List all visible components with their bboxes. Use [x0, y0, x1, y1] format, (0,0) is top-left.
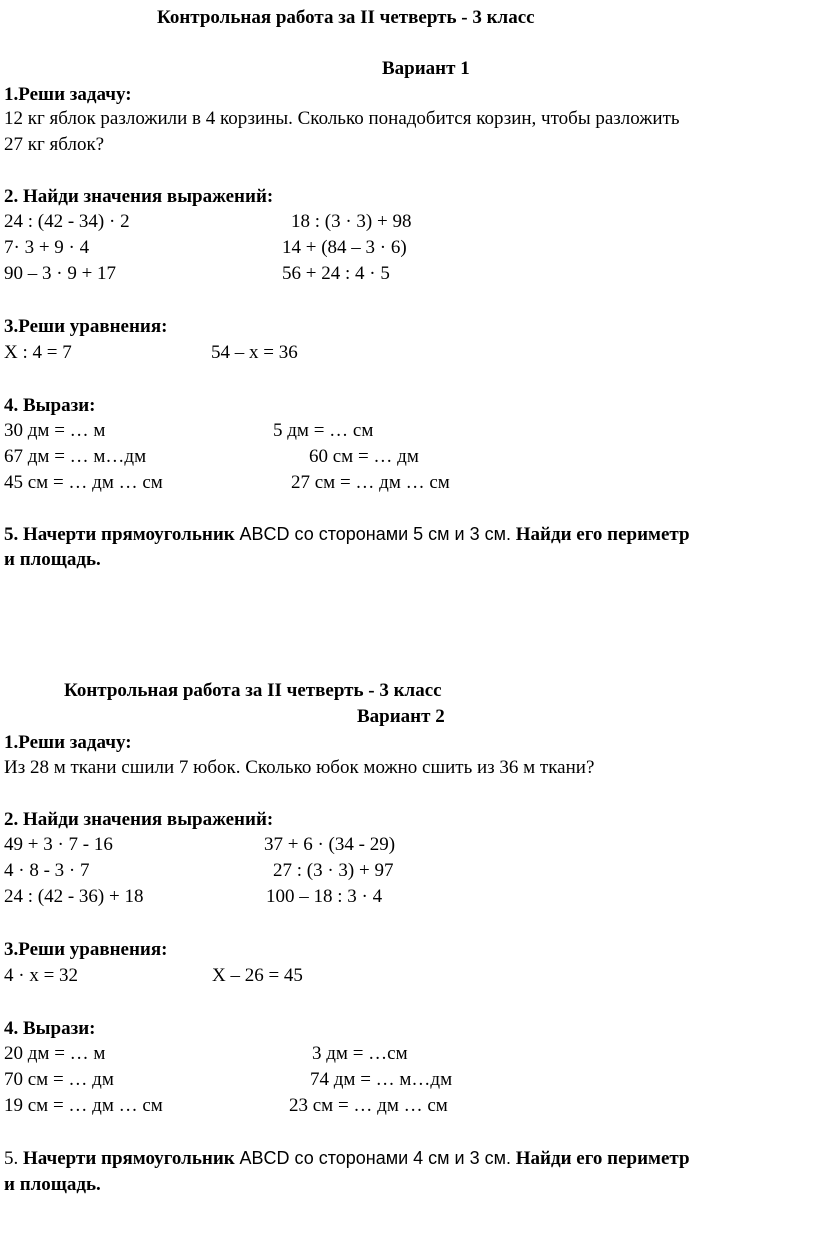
v2-task5-bold: Начерти прямоугольник	[23, 1148, 235, 1169]
v2-conversion: 3 дм = …см	[312, 1043, 408, 1064]
v2-task5-text	[4, 1149, 690, 1168]
v2-conversion: 74 дм = … м…дм	[310, 1069, 453, 1090]
v2-task2-heading: 2. Найди значения выражений:	[4, 809, 274, 830]
v1-expr: 14 + (84 – 3 · 6)	[282, 237, 407, 258]
v1-task5-text-cont: и площадь.	[4, 549, 101, 570]
v1-expr: 90 – 3 · 9 + 17	[4, 263, 117, 284]
v2-task5-rect: ABCD со сторонами 4 см и 3 см.	[239, 1148, 511, 1168]
v2-expr: 4 · 8 - 3 · 7	[4, 860, 90, 881]
v2-conversion: 23 см = … дм … см	[289, 1095, 448, 1116]
v1-task5-text	[4, 525, 690, 544]
v1-expr: 7· 3 + 9 · 4	[4, 237, 90, 258]
v2-expr: 24 : (42 - 36) + 18	[4, 886, 144, 907]
v1-conversion: 60 см = … дм	[309, 446, 419, 467]
v1-task4-heading: 4. Вырази:	[4, 395, 96, 416]
v2-title: Контрольная работа за II четверть - 3 класс	[64, 680, 442, 701]
v1-equation: X : 4 = 7	[4, 342, 72, 363]
v2-task4-heading: 4. Вырази:	[4, 1018, 96, 1039]
v1-task5-bold: Найди его периметр	[515, 524, 690, 545]
v1-task1-text: 12 кг яблок разложили в 4 корзины. Сколько понадобится корзин, чтобы разложить	[4, 108, 680, 129]
v2-expr: 49 + 3 · 7 - 16	[4, 834, 113, 855]
v2-expr: 27 : (3 · 3) + 97	[273, 860, 394, 881]
v1-task3-heading: 3.Реши уравнения:	[4, 316, 168, 337]
v1-expr: 18 : (3 · 3) + 98	[291, 211, 412, 232]
v2-conversion: 70 см = … дм	[4, 1069, 114, 1090]
v1-task5-rect: ABCD со сторонами 5 см и 3 см.	[239, 524, 511, 544]
v2-task1-heading: 1.Реши задачу:	[4, 732, 132, 753]
v1-task1-text-cont: 27 кг яблок?	[4, 134, 105, 155]
v1-task5-bold: Начерти прямоугольник	[23, 524, 235, 545]
v1-conversion: 30 дм = … м	[4, 420, 106, 441]
v1-variant: Вариант 1	[382, 58, 470, 79]
v2-equation: X – 26 = 45	[212, 965, 303, 986]
v1-expr: 56 + 24 : 4 · 5	[282, 263, 390, 284]
v1-equation: 54 – x = 36	[211, 342, 298, 363]
v2-variant: Вариант 2	[357, 706, 445, 727]
v1-conversion: 45 см = … дм … см	[4, 472, 163, 493]
v2-expr: 100 – 18 : 3 · 4	[266, 886, 383, 907]
v1-conversion: 27 см = … дм … см	[291, 472, 450, 493]
v2-conversion: 20 дм = … м	[4, 1043, 106, 1064]
v2-task5-bold: Найди его периметр	[515, 1148, 690, 1169]
v2-task1-text: Из 28 м ткани сшили 7 юбок. Сколько юбок можно сшить из 36 м ткани?	[4, 757, 595, 778]
v2-task5-num: 5.	[4, 1148, 23, 1169]
v1-conversion: 5 дм = … см	[273, 420, 374, 441]
v2-equation: 4 · x = 32	[4, 965, 79, 986]
v1-task2-heading: 2. Найди значения выражений:	[4, 186, 274, 207]
v1-task5-num: 5.	[4, 524, 23, 545]
v2-conversion: 19 см = … дм … см	[4, 1095, 163, 1116]
v1-task1-heading: 1.Реши задачу:	[4, 84, 132, 105]
v2-task5-text-cont: и площадь.	[4, 1174, 101, 1195]
v2-expr: 37 + 6 · (34 - 29)	[264, 834, 396, 855]
v1-title: Контрольная работа за II четверть - 3 класс	[157, 7, 535, 28]
v2-task3-heading: 3.Реши уравнения:	[4, 939, 168, 960]
v1-conversion: 67 дм = … м…дм	[4, 446, 147, 467]
v1-expr: 24 : (42 - 34) · 2	[4, 211, 130, 232]
